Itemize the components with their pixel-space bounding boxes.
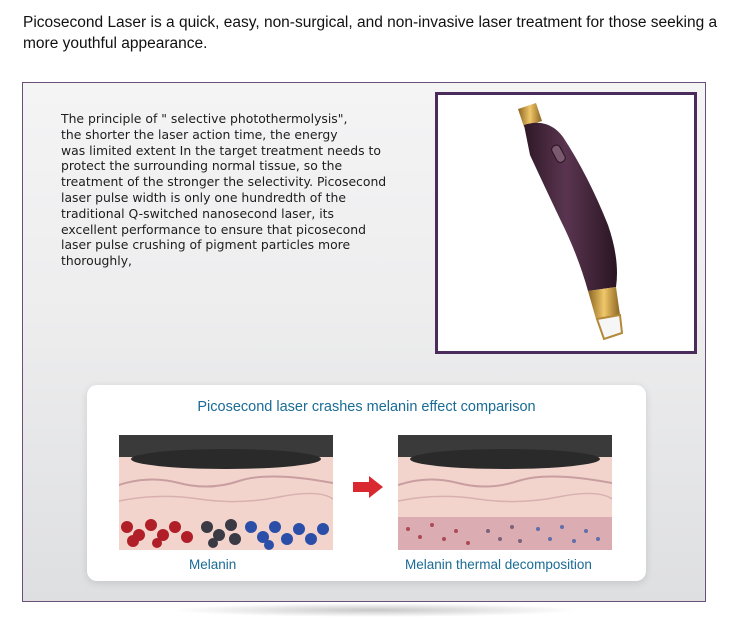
product-image-box (435, 92, 697, 354)
melanin-after-illustration (398, 435, 612, 550)
comparison-card (87, 385, 646, 581)
principle-text: The principle of " selective photothermolysis", the shorter the laser action time, the energy was limited extent In the target treatment needs to protect the surrounding normal tissue, so the treatment of the stronger the selectivity. Picosecond laser pulse width is only one hundredth of the traditional Q-switched nanosecond laser, its excellent performance to ensure that picosecond laser pulse crushing of pigment particles more thoroughly, (61, 111, 387, 269)
laser-handpiece-image (438, 95, 694, 351)
melanin-caption: Melanin (189, 557, 237, 572)
comparison-title: Picosecond laser crashes melanin effect comparison (197, 399, 536, 415)
floor-shadow (170, 603, 580, 617)
right-arrow-icon (353, 476, 383, 498)
content-frame (22, 82, 706, 602)
melanin-before-illustration (119, 435, 333, 550)
intro-text: Picosecond Laser is a quick, easy, non-surgical, and non-invasive laser treatment for those seeking a more youthful appearance. (23, 14, 718, 52)
melanin-decomposition-caption: Melanin thermal decomposition (405, 557, 592, 572)
